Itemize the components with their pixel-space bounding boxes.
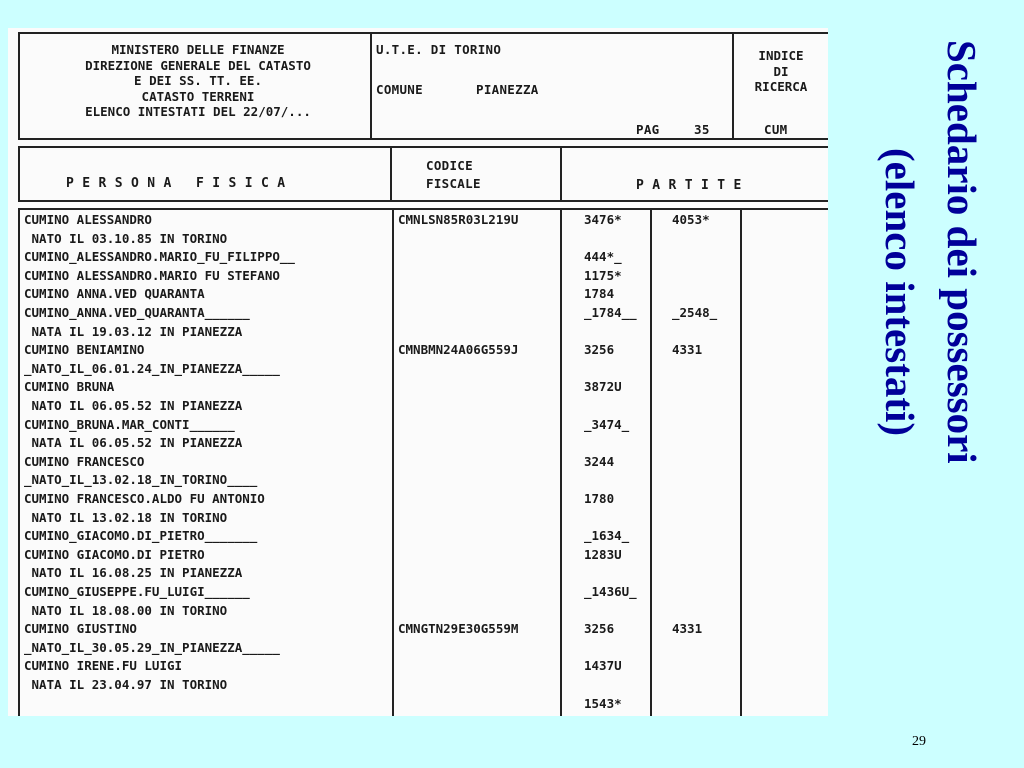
row-22-partita-2: 4331 [672, 621, 703, 637]
row-17-partita-1: _1634_ [584, 528, 630, 544]
row-3-partita-1: 1175* [584, 267, 622, 283]
row-8-persona: _NATO_IL_06.01.24_IN_PIANEZZA_____ [24, 360, 280, 376]
row-0-codice: CMNLSN85R03L219U [398, 212, 519, 227]
row-19-persona: NATO IL 16.08.25 IN PIANEZZA [24, 565, 243, 581]
column-persona-fisica: P E R S O N A F I S I C A [66, 176, 286, 191]
header-line-3: E DEI SS. TT. EE. [134, 73, 262, 88]
column-partite: P A R T I T E [636, 178, 742, 193]
row-14-persona: _NATO_IL_13.02.18_IN_TORINO____ [24, 472, 258, 488]
slide-title-line-1: Schedario dei possessori [939, 40, 985, 464]
row-20-partita-1: _1436U_ [584, 584, 637, 599]
row-21-persona: NATO IL 18.08.00 IN TORINO [24, 602, 228, 618]
row-3-persona: CUMINO ALESSANDRO.MARIO FU STEFANO [24, 267, 280, 283]
indice-line-3: RICERCA [754, 79, 808, 94]
row-1-persona: NATO IL 03.10.85 IN TORINO [24, 230, 228, 246]
slide-title [836, 40, 986, 700]
row-0-partita-1: 3476* [584, 212, 622, 227]
row-12-persona: NATA IL 06.05.52 IN PIANEZZA [24, 435, 243, 451]
row-0-persona: CUMINO ALESSANDRO [24, 212, 152, 227]
row-5-partita-2: _2548_ [672, 305, 718, 320]
header-line-2: DIREZIONE GENERALE DEL CATASTO [85, 57, 311, 73]
column-header-divider-1 [390, 146, 392, 202]
row-24-partita-1: 1437U [584, 658, 622, 674]
scanned-register-document [8, 28, 828, 716]
row-7-partita-2: 4331 [672, 342, 703, 358]
pag-value: 35 [694, 122, 710, 137]
row-26-partita-1: 1543* [584, 695, 622, 711]
row-22-partita-1: 3256 [584, 621, 615, 637]
row-13-persona: CUMINO FRANCESCO [24, 453, 145, 469]
row-22-codice: CMNGTN29E30G559M [398, 621, 519, 637]
row-0-partita-2: 4053* [672, 212, 710, 227]
body-divider-codice [392, 208, 394, 716]
row-2-persona: CUMINO_ALESSANDRO.MARIO_FU_FILIPPO__ [24, 249, 295, 265]
body-divider-partita-2 [650, 208, 652, 716]
row-7-partita-1: 3256 [584, 342, 615, 358]
header-line-4: CATASTO TERRENI [141, 88, 255, 104]
row-16-persona: NATO IL 13.02.18 IN TORINO [24, 509, 228, 525]
comune-value: PIANEZZA [476, 82, 539, 97]
row-7-codice: CMNBMN24A06G559J [398, 342, 519, 358]
row-4-partita-1: 1784 [584, 286, 615, 302]
row-13-partita-1: 3244 [584, 453, 615, 469]
row-5-persona: CUMINO_ANNA.VED_QUARANTA______ [24, 305, 250, 320]
row-23-persona: _NATO_IL_30.05.29_IN_PIANEZZA_____ [24, 639, 280, 655]
row-7-persona: CUMINO BENIAMINO [24, 342, 145, 358]
body-divider-partita-3 [740, 208, 742, 716]
header-ministry-block [28, 42, 368, 120]
body-divider-partite [560, 208, 562, 716]
row-17-persona: CUMINO_GIACOMO.DI_PIETRO_______ [24, 528, 258, 544]
indice-line-2: DI [773, 63, 789, 79]
row-22-persona: CUMINO GIUSTINO [24, 621, 137, 637]
header-line-5: ELENCO INTESTATI DEL 22/07/... [85, 104, 311, 119]
header-line-1: MINISTERO DELLE FINANZE [111, 42, 285, 57]
row-25-persona: NATA IL 23.04.97 IN TORINO [24, 677, 228, 692]
indice-block [736, 48, 826, 95]
comune-label: COMUNE [376, 82, 423, 97]
row-5-partita-1: _1784__ [584, 305, 637, 320]
row-2-partita-1: 444*_ [584, 249, 622, 265]
header-divider-2 [732, 32, 734, 140]
row-9-partita-1: 3872U [584, 379, 622, 395]
row-9-persona: CUMINO BRUNA [24, 379, 115, 395]
row-15-partita-1: 1780 [584, 491, 615, 506]
row-18-persona: CUMINO GIACOMO.DI PIETRO [24, 546, 205, 562]
slide-page-number: 29 [912, 734, 926, 749]
column-codice-line-2: FISCALE [426, 176, 481, 191]
column-codice-line-1: CODICE [426, 158, 473, 173]
row-4-persona: CUMINO ANNA.VED QUARANTA [24, 286, 205, 302]
slide-title-line-2: (elenco intestati) [877, 148, 923, 437]
row-11-persona: CUMINO_BRUNA.MAR_CONTI______ [24, 416, 235, 432]
pag-label: PAG [636, 122, 660, 137]
row-6-persona: NATA IL 19.03.12 IN PIANEZZA [24, 323, 243, 339]
row-10-persona: NATO IL 06.05.52 IN PIANEZZA [24, 398, 243, 413]
row-20-persona: CUMINO_GIUSEPPE.FU_LUIGI______ [24, 584, 250, 599]
header-divider-1 [370, 32, 372, 140]
row-15-persona: CUMINO FRANCESCO.ALDO FU ANTONIO [24, 491, 265, 506]
cum-label: CUM [764, 122, 788, 137]
column-header-divider-2 [560, 146, 562, 202]
indice-line-1: INDICE [758, 48, 804, 63]
row-18-partita-1: 1283U [584, 546, 622, 562]
row-24-persona: CUMINO IRENE.FU LUIGI [24, 658, 183, 674]
column-header-box [18, 146, 828, 202]
row-11-partita-1: _3474_ [584, 416, 630, 432]
ute-label: U.T.E. DI TORINO [376, 42, 502, 57]
